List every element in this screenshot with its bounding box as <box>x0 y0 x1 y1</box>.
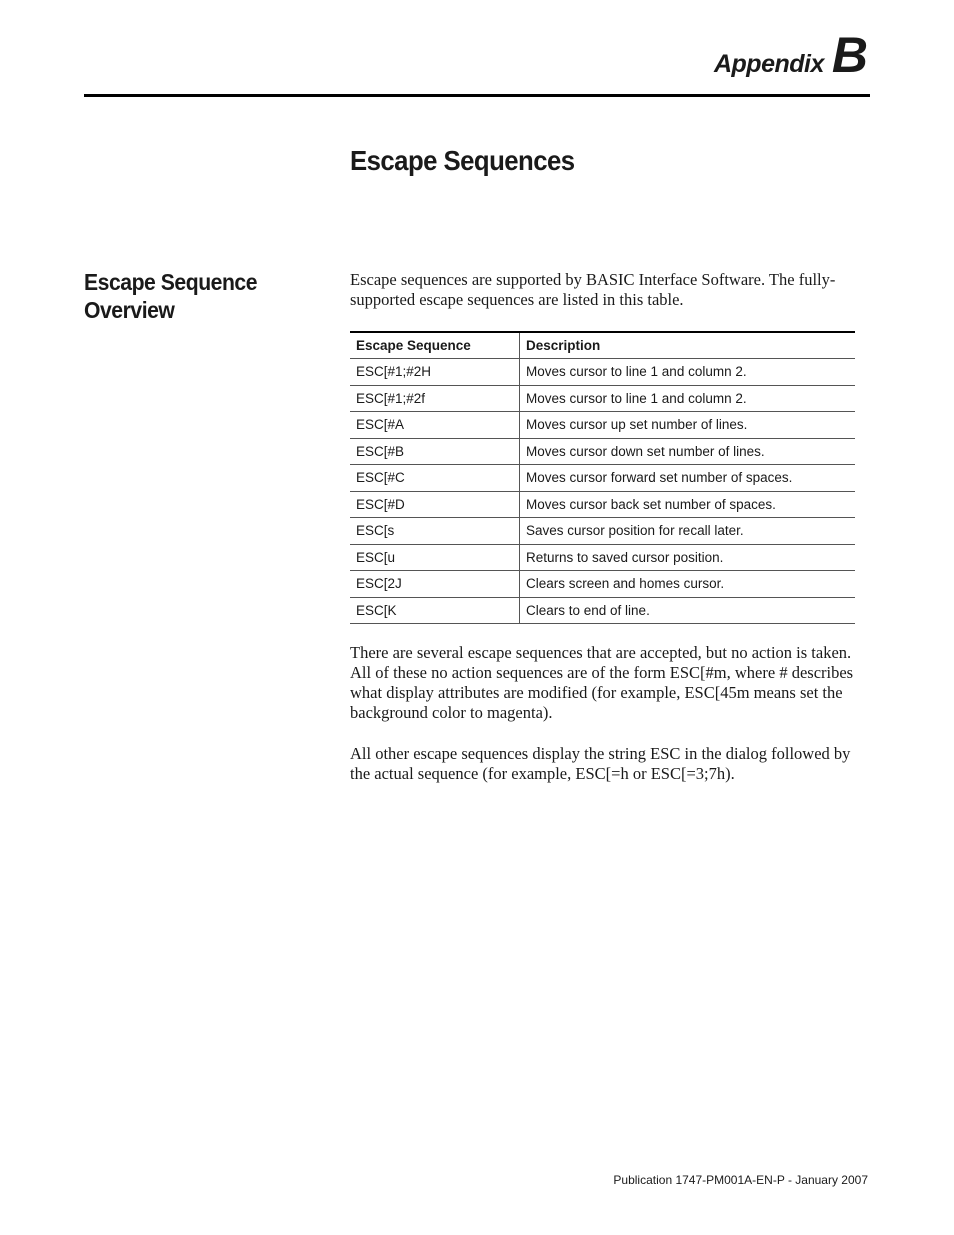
table-row <box>350 412 855 439</box>
table-body <box>350 359 855 624</box>
table-header-row <box>350 332 855 359</box>
table-row <box>350 544 855 571</box>
escape-sequence-cell: ESC[s <box>350 518 520 545</box>
escape-sequence-cell: ESC[#A <box>350 412 520 439</box>
table-row <box>350 571 855 598</box>
intro-paragraph: Escape sequences are supported by BASIC Interface Software. The fully-supported escape sequences are listed in this table. <box>350 270 836 309</box>
table-row <box>350 465 855 492</box>
escape-sequence-cell: ESC[2J <box>350 571 520 598</box>
section-heading <box>84 268 296 324</box>
chapter-title: Escape Sequences <box>350 145 575 176</box>
description-cell: Clears screen and homes cursor. <box>520 571 856 598</box>
description-cell: Moves cursor forward set number of spaces. <box>520 465 856 492</box>
appendix-letter: B <box>831 27 868 83</box>
description-cell: Moves cursor up set number of lines. <box>520 412 856 439</box>
table-row <box>350 491 855 518</box>
no-action-paragraph: There are several escape sequences that are accepted, but no action is taken. All of these no action sequences are of the form ESC[#m, where # describes what display attributes are modified (for example, ESC[45m means set the background color to magenta). <box>350 643 854 722</box>
column-header-description: Description <box>520 332 856 359</box>
description-cell: Saves cursor position for recall later. <box>520 518 856 545</box>
description-cell: Moves cursor to line 1 and column 2. <box>520 385 856 412</box>
escape-sequence-cell: ESC[#D <box>350 491 520 518</box>
escape-sequence-cell: ESC[#B <box>350 438 520 465</box>
escape-sequence-cell: ESC[u <box>350 544 520 571</box>
other-sequences-paragraph: All other escape sequences display the string ESC in the dialog followed by the actual sequence (for example, ESC[=h or ESC[=3;7h). <box>350 744 851 783</box>
description-cell: Clears to end of line. <box>520 597 856 624</box>
section-heading-line2: Overview <box>84 297 175 323</box>
escape-sequence-cell: ESC[#1;#2f <box>350 385 520 412</box>
escape-sequence-cell: ESC[#C <box>350 465 520 492</box>
escape-sequence-cell: ESC[K <box>350 597 520 624</box>
publication-footer: Publication 1747-PM001A-EN-P - January 2007 <box>613 1173 868 1187</box>
description-cell: Returns to saved cursor position. <box>520 544 856 571</box>
appendix-header <box>713 27 868 83</box>
table-row <box>350 385 855 412</box>
table-row <box>350 438 855 465</box>
escape-sequence-cell: ESC[#1;#2H <box>350 359 520 386</box>
table-row <box>350 518 855 545</box>
table-row <box>350 597 855 624</box>
escape-sequence-table <box>350 331 855 624</box>
appendix-label: Appendix <box>713 50 824 78</box>
description-cell: Moves cursor to line 1 and column 2. <box>520 359 856 386</box>
description-cell: Moves cursor back set number of spaces. <box>520 491 856 518</box>
column-header-sequence: Escape Sequence <box>350 332 520 359</box>
table-row <box>350 359 855 386</box>
header-rule <box>84 94 870 97</box>
description-cell: Moves cursor down set number of lines. <box>520 438 856 465</box>
section-heading-line1: Escape Sequence <box>84 269 258 295</box>
